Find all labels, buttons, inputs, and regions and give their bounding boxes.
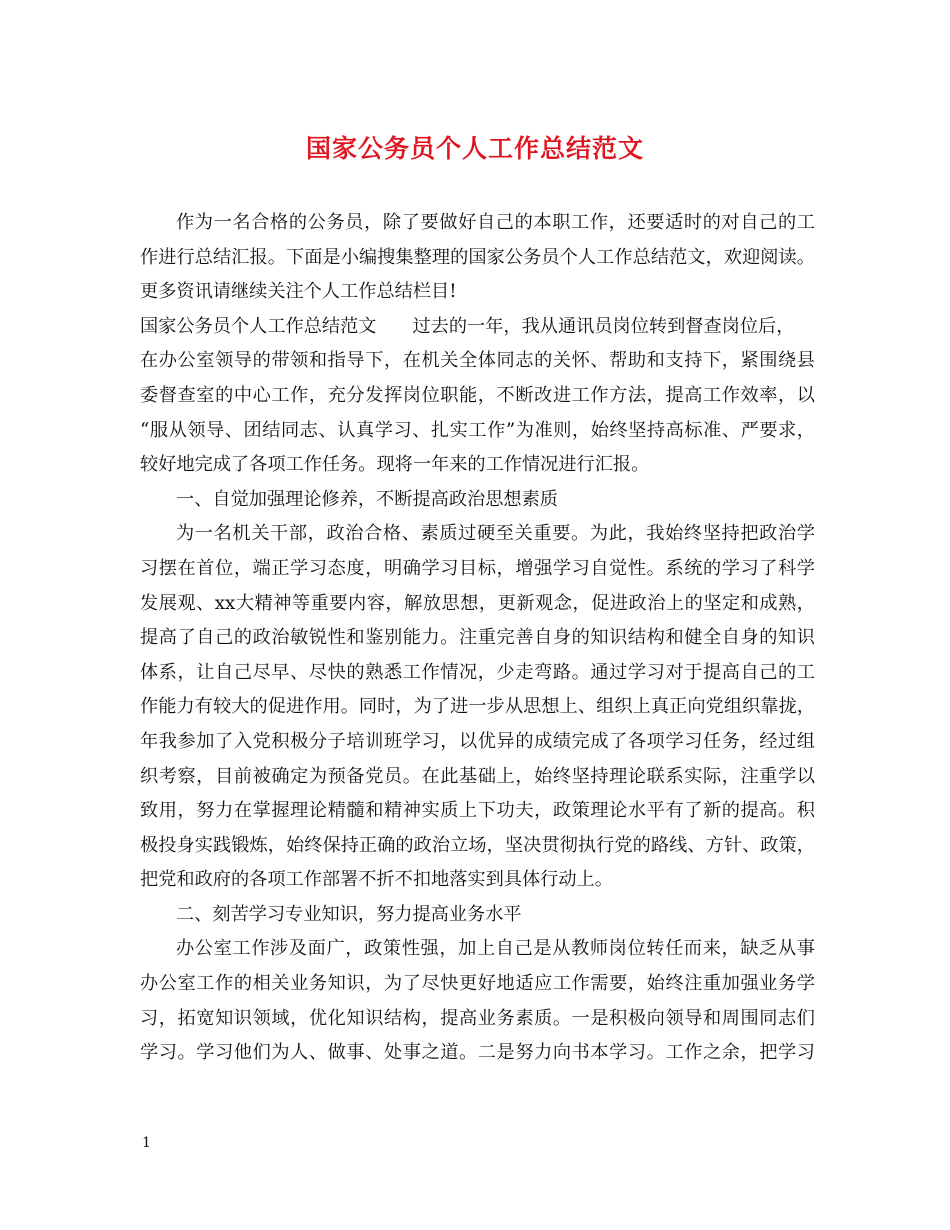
section-heading: 一、自觉加强理论修养，不断提高政治思想素质 <box>176 488 558 510</box>
section-heading: 二、刻苦学习专业知识，努力提高业务水平 <box>176 903 522 925</box>
text-line: 年我参加了入党积极分子培训班学习，以优异的成绩完成了各项学习任务，经过组 <box>140 730 815 752</box>
text-line: 委督查室的中心工作，充分发挥岗位职能，不断改进工作方法，提高工作效率，以 <box>140 384 815 406</box>
text-line: 作能力有较大的促进作用。同时，为了进一步从思想上、组织上真正向党组织靠拢， <box>140 696 815 718</box>
document-body <box>140 206 815 1071</box>
text-line: 习摆在首位，端正学习态度，明确学习目标，增强学习自觉性。系统的学习了科学 <box>140 557 815 579</box>
text-line: 办公室工作涉及面广，政策性强，加上自己是从教师岗位转任而来，缺乏从事 <box>176 938 815 960</box>
text-line: 较好地完成了各项工作任务。现将一年来的工作情况进行汇报。 <box>140 454 650 476</box>
text-line: 体系，让自己尽早、尽快的熟悉工作情况，少走弯路。通过学习对于提高自己的工 <box>140 661 815 683</box>
inline-text: 过去的一年，我从通讯员岗位转到督查岗位后， <box>412 315 795 337</box>
text-line: 织考察，目前被确定为预备党员。在此基础上，始终坚持理论联系实际，注重学以 <box>140 765 815 787</box>
text-line: 极投身实践锻炼，始终保持正确的政治立场，坚决贯彻执行党的路线、方针、政策， <box>140 834 815 856</box>
text-line: 习，拓宽知识领域，优化知识结构，提高业务素质。一是积极向领导和周围同志们 <box>140 1007 815 1029</box>
text-line: 把党和政府的各项工作部署不折不扣地落实到具体行动上。 <box>140 869 613 891</box>
text-line: 提高了自己的政治敏锐性和鉴别能力。注重完善自身的知识结构和健全自身的知识 <box>140 627 815 649</box>
page-number: 1 <box>142 1135 151 1151</box>
text-line: 在办公室领导的带领和指导下，在机关全体同志的关怀、帮助和支持下，紧围绕县 <box>140 350 815 372</box>
text-line: “服从领导、团结同志、认真学习、扎实工作”为准则，始终坚持高标准、严要求， <box>140 419 815 441</box>
text-line: 学习。学习他们为人、做事、处事之道。二是努力向书本学习。工作之余，把学习 <box>140 1042 815 1064</box>
inline-heading: 国家公务员个人工作总结范文 <box>140 315 377 337</box>
text-line: 作进行总结汇报。下面是小编搜集整理的国家公务员个人工作总结范文，欢迎阅读。 <box>140 246 815 268</box>
text-line: 作为一名合格的公务员，除了要做好自己的本职工作，还要适时的对自己的工 <box>176 212 815 233</box>
text-line: 更多资讯请继续关注个人工作总结栏目! <box>140 281 457 303</box>
text-line: 办公室工作的相关业务知识，为了尽快更好地适应工作需要，始终注重加强业务学 <box>140 973 815 995</box>
text-line: 发展观、xx大精神等重要内容，解放思想，更新观念，促进政治上的坚定和成熟， <box>140 592 815 614</box>
text-line <box>140 310 815 345</box>
document-title: 国家公务员个人工作总结范文 <box>305 134 644 163</box>
text-line: 为一名机关干部，政治合格、素质过硬至关重要。为此，我始终坚持把政治学 <box>176 523 815 545</box>
text-line: 致用，努力在掌握理论精髓和精神实质上下功夫，政策理论水平有了新的提高。积 <box>140 800 815 822</box>
